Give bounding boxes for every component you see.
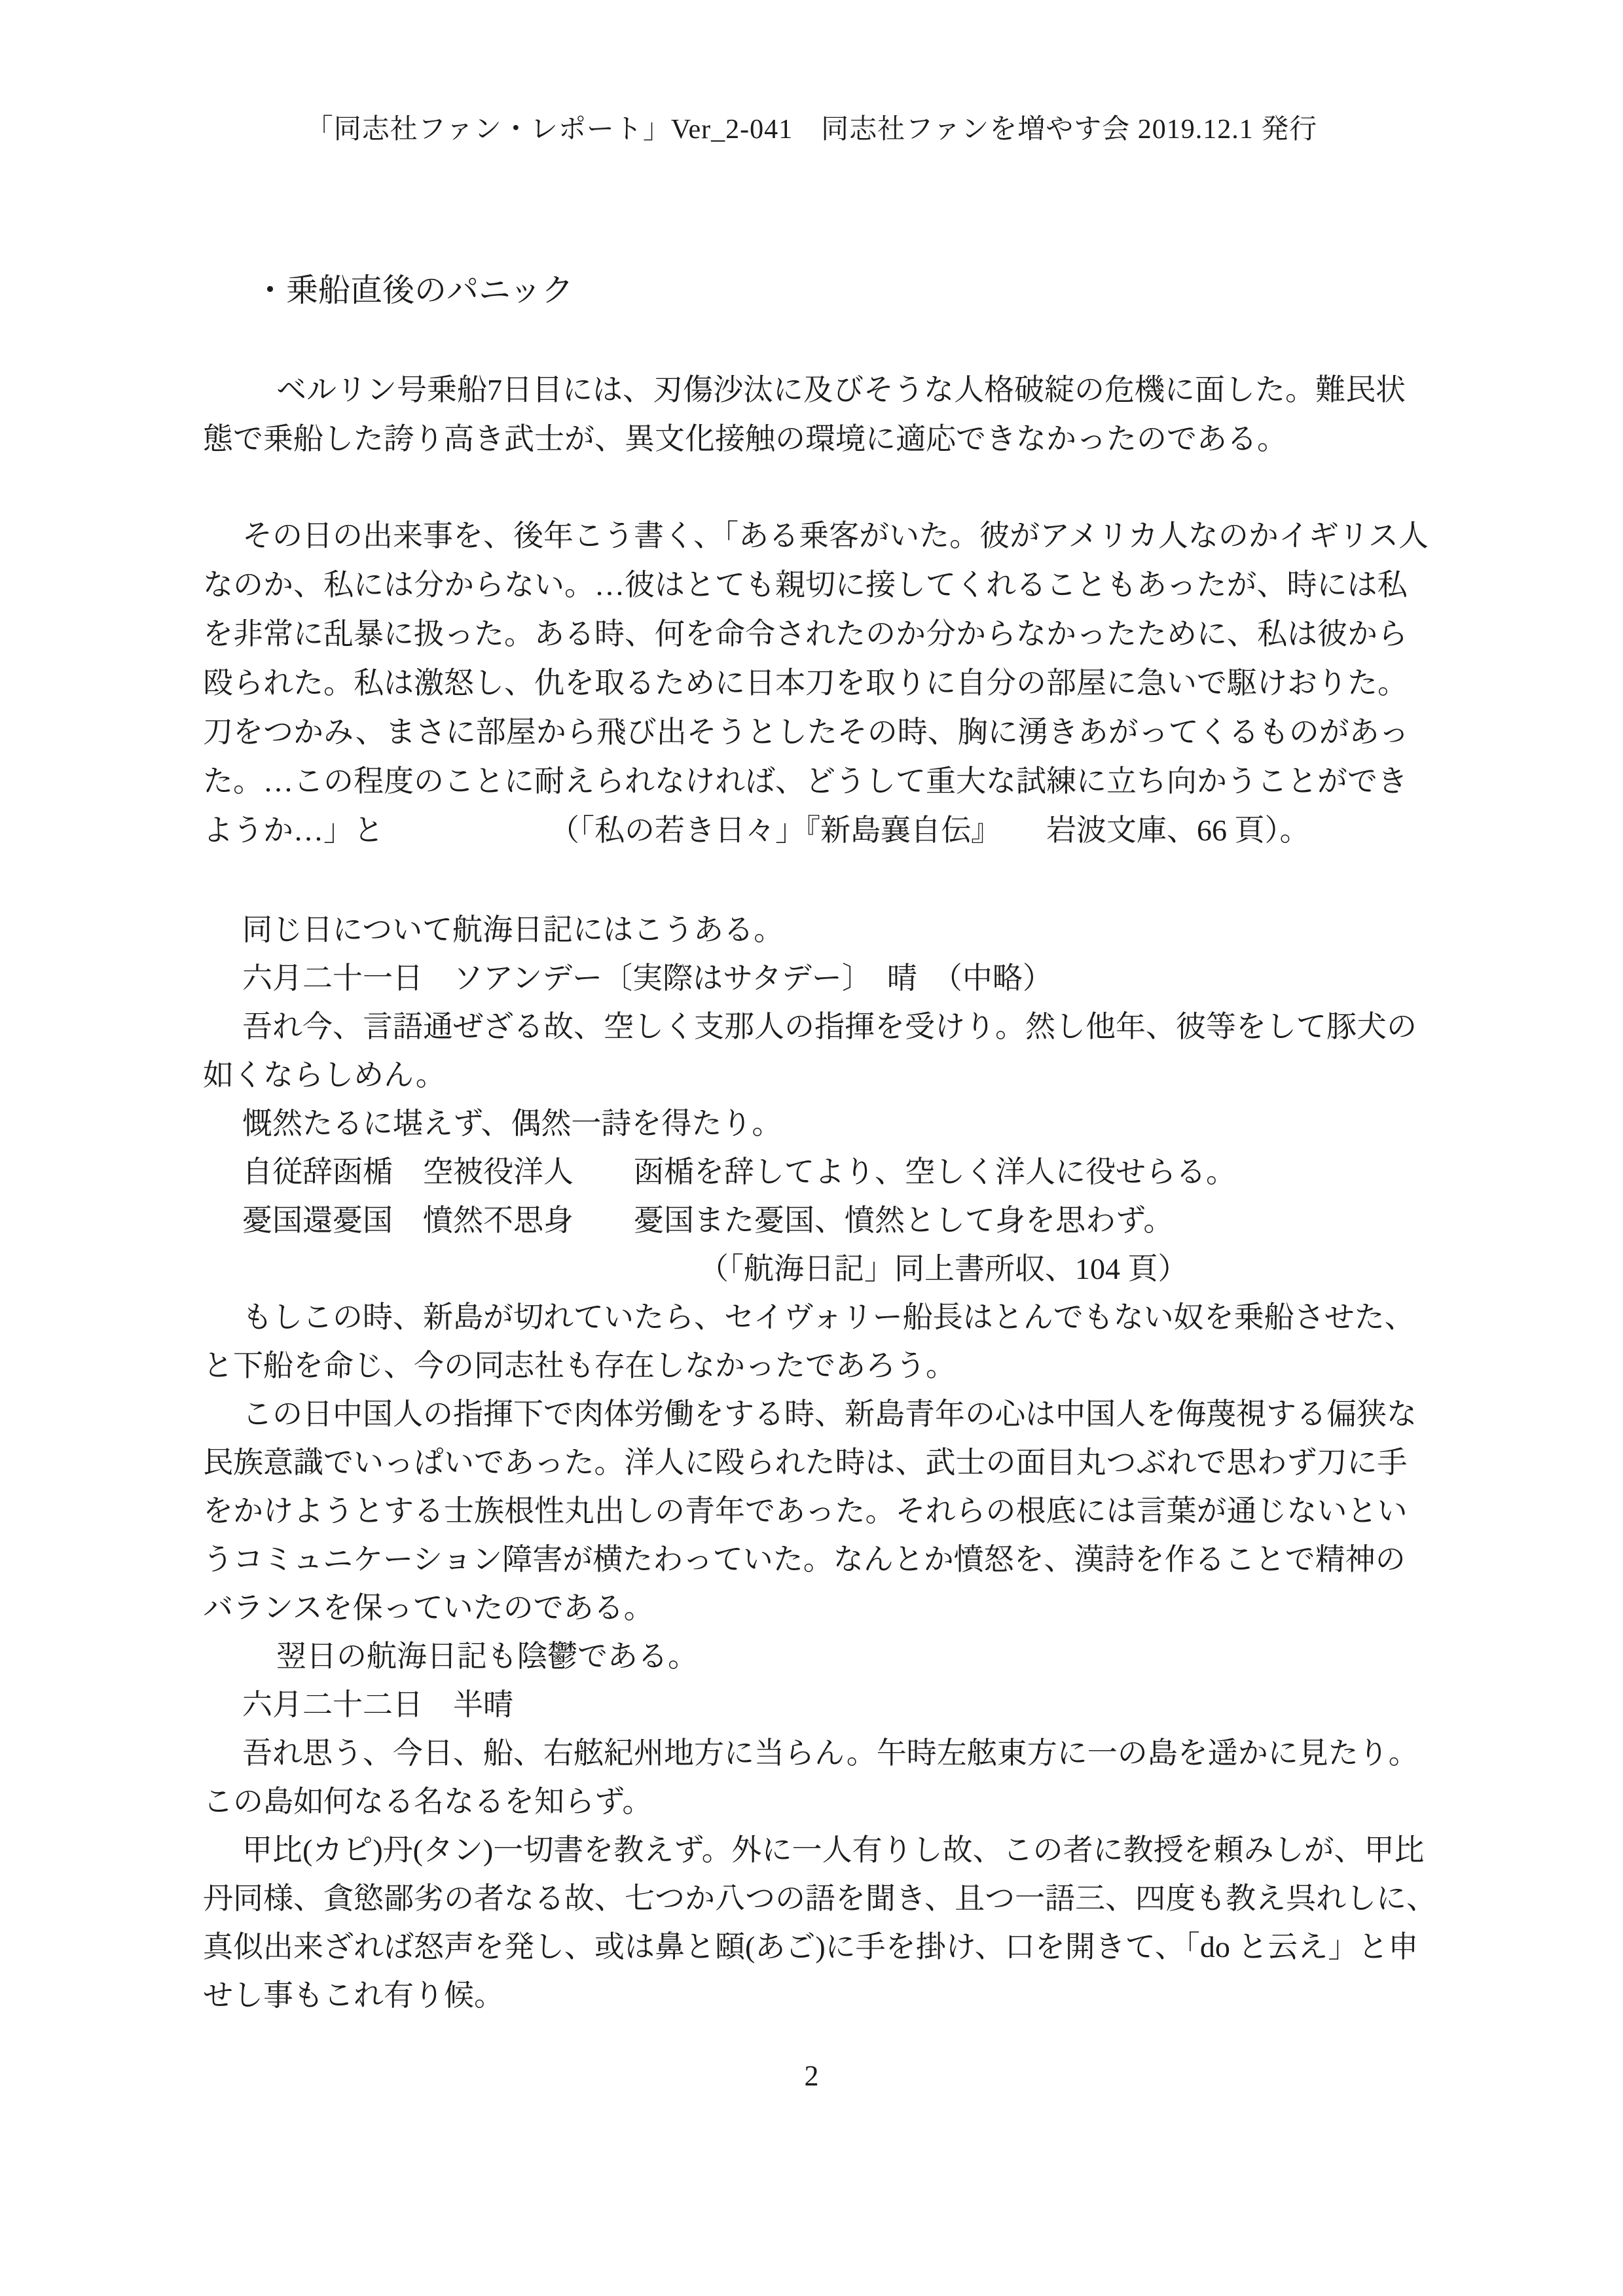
poem-line: 憂国還憂国 憤然不思身 憂国また憂国、憤然として身を思わず。 — [242, 1204, 1174, 1237]
body-line: た。…この程度のことに耐えられなければ、どうして重大な試練に立ち向かうことができ — [203, 764, 1408, 798]
body-line: 吾れ今、言語通ぜざる故、空しく支那人の指揮を受けり。然し他年、彼等をして豚犬の — [242, 1010, 1417, 1043]
body-line: この島如何なる名なるを知らず。 — [203, 1785, 653, 1818]
quote-attribution-line: ようか…」と （「私の若き日々」『新島襄自伝』 岩波文庫、66 頁）。 — [203, 814, 1310, 847]
body-line: 丹同様、貪慾鄙劣の者なる故、七つか八つの語を聞き、且つ一語三、四度も教え呉れしに、 — [203, 1882, 1437, 1915]
body-line: 如くならしめん。 — [203, 1058, 446, 1092]
body-line: 慨然たるに堪えず、偶然一詩を得たり。 — [242, 1107, 782, 1140]
paragraph-1 — [203, 365, 1434, 463]
page-number: 2 — [804, 2060, 819, 2092]
body-line: を非常に乱暴に扱った。ある時、何を命令されたのか分からなかったために、私は彼から — [203, 617, 1408, 651]
poem-line: 自従辞函楯 空被役洋人 函楯を辞してより、空しく洋人に役せらる。 — [242, 1155, 1236, 1189]
body-line: せし事もこれ有り候。 — [203, 1979, 504, 2012]
body-line: 殴られた。私は激怒し、仇を取るために日本刀を取りに自分の部屋に急いで駆けおりた。 — [203, 666, 1408, 700]
body-line: をかけようとする士族根性丸出しの青年であった。それらの根底には言葉が通じないとい — [203, 1494, 1408, 1528]
section-title: ・乗船直後のパニック — [254, 272, 574, 308]
body-line: うコミュニケーション障害が横たわっていた。なんとか憤怒を、漢詩を作ることで精神の — [203, 1543, 1406, 1576]
body-line: 同じ日について航海日記にはこうある。 — [242, 913, 784, 946]
body-line: 甲比(カピ)丹(タン)一切書を教えず。外に一人有りし故、この者に教授を頼みしが、甲比 — [242, 1833, 1425, 1867]
body-line: もしこの時、新島が切れていたら、セイヴォリー船長はとんでもない奴を乗船させた、 — [242, 1300, 1415, 1334]
body-line: と下船を命じ、今の同志社も存在しなかったであろう。 — [203, 1349, 956, 1382]
diary-date-line: 六月二十一日 ソアンデー〔実際はサタデー〕 晴 （中略） — [242, 961, 1053, 995]
body-line: 態で乗船した誇り高き武士が、異文化接触の環境に適応できなかったのである。 — [203, 422, 1287, 456]
citation-line: （「航海日記」同上書所収、104 頁） — [699, 1252, 1188, 1285]
body-line: 民族意識でいっぱいであった。洋人に殴られた時は、武士の面目丸つぶれで思わず刀に手 — [203, 1446, 1408, 1479]
body-line: この日中国人の指揮下で肉体労働をする時、新島青年の心は中国人を侮蔑視する偏狭な — [242, 1397, 1417, 1431]
body-line: なのか、私には分からない。…彼はとても親切に接してくれることもあったが、時には私 — [203, 568, 1408, 601]
diary-section — [203, 906, 1437, 2020]
diary-date-line: 六月二十二日 半晴 — [242, 1688, 513, 1721]
page-header: 「同志社ファン・レポート」Ver_2-041 同志社ファンを増やす会 2019.12.1 発行 — [305, 115, 1318, 145]
paragraph-2 — [203, 511, 1434, 855]
body-line: ベルリン号乗船7日目には、刃傷沙汰に及びそうな人格破綻の危機に面した。難民状 — [276, 373, 1406, 406]
body-line: バランスを保っていたのである。 — [203, 1591, 654, 1624]
body-line: 真似出来ざれば怒声を発し、或は鼻と頤(あご)に手を掛け、口を開きて、「do と云え」と申 — [203, 1930, 1419, 1964]
body-line: 翌日の航海日記も陰鬱である。 — [276, 1640, 698, 1673]
body-line: その日の出来事を、後年こう書く、「ある乗客がいた。彼がアメリカ人なのかイギリス人 — [242, 519, 1429, 552]
body-line: 刀をつかみ、まさに部屋から飛び出そうとしたその時、胸に湧きあがってくるものがあっ — [203, 715, 1410, 749]
body-line: 吾れ思う、今日、船、右舷紀州地方に当らん。午時左舷東方に一の島を遥かに見たり。 — [242, 1736, 1419, 1770]
